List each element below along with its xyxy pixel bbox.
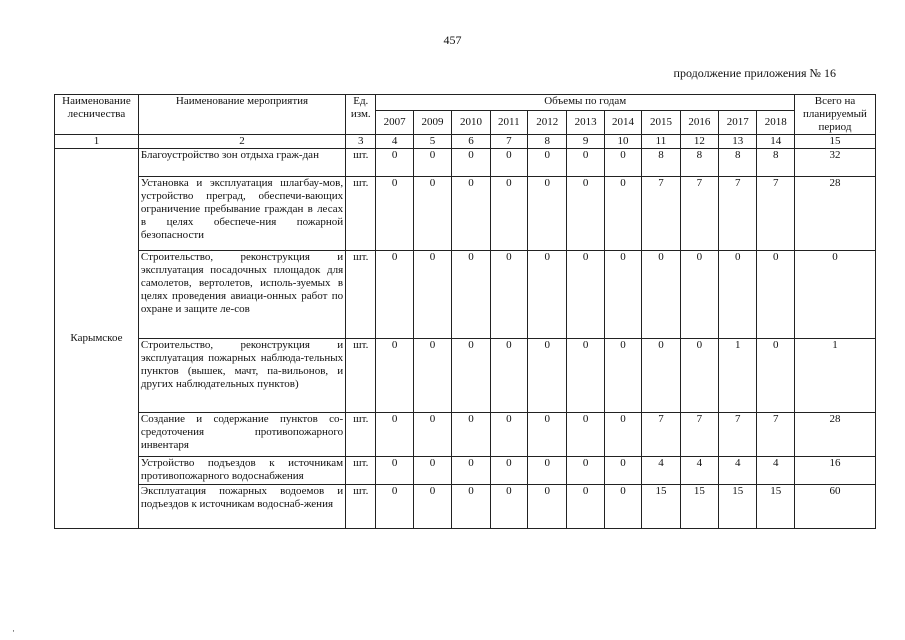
value-cell: 0 (452, 177, 490, 251)
value-cell: 0 (376, 457, 413, 485)
column-number: 6 (452, 135, 490, 149)
value-cell: 0 (604, 251, 641, 339)
value-cell: 0 (413, 149, 451, 177)
year-header-2016: 2016 (680, 110, 718, 134)
value-cell: 0 (376, 485, 413, 529)
value-cell: 0 (604, 339, 641, 413)
column-number: 5 (413, 135, 451, 149)
year-header-2013: 2013 (567, 110, 604, 134)
value-cell: 0 (604, 413, 641, 457)
corner-mark: · (12, 626, 15, 636)
total-cell: 28 (794, 177, 875, 251)
year-header-2015: 2015 (642, 110, 680, 134)
value-cell: 7 (642, 413, 680, 457)
value-cell: 0 (680, 339, 718, 413)
value-cell: 0 (528, 177, 567, 251)
value-cell: 0 (528, 149, 567, 177)
value-cell: 0 (376, 149, 413, 177)
value-cell: 0 (680, 251, 718, 339)
value-cell: 0 (452, 457, 490, 485)
column-number: 3 (346, 135, 376, 149)
table-row (55, 251, 876, 339)
year-header-2017: 2017 (719, 110, 757, 134)
unit-cell: шт. (346, 149, 376, 177)
total-cell: 16 (794, 457, 875, 485)
col-volumes-header: Объемы по годам (376, 95, 795, 111)
year-header-2011: 2011 (490, 110, 527, 134)
value-cell: 0 (490, 251, 527, 339)
volumes-table (54, 94, 876, 529)
col-unit-header: Ед. изм. (346, 95, 376, 135)
value-cell: 8 (757, 149, 795, 177)
value-cell: 0 (528, 485, 567, 529)
value-cell: 7 (642, 177, 680, 251)
page-number: 457 (443, 33, 462, 47)
value-cell: 0 (567, 457, 604, 485)
value-cell: 0 (452, 251, 490, 339)
column-number-row (55, 135, 876, 149)
value-cell: 15 (757, 485, 795, 529)
value-cell: 0 (452, 149, 490, 177)
col-event-header: Наименование мероприятия (138, 95, 345, 135)
value-cell: 0 (376, 177, 413, 251)
table-row (55, 413, 876, 457)
value-cell: 0 (567, 413, 604, 457)
event-name: Создание и содержание пунктов со-средоточения противопожарного инвентаря (138, 413, 345, 457)
value-cell: 0 (452, 485, 490, 529)
column-number: 10 (604, 135, 641, 149)
value-cell: 0 (757, 339, 795, 413)
column-number: 9 (567, 135, 604, 149)
value-cell: 0 (452, 413, 490, 457)
total-cell: 1 (794, 339, 875, 413)
year-header-2012: 2012 (528, 110, 567, 134)
value-cell: 8 (680, 149, 718, 177)
value-cell: 0 (604, 177, 641, 251)
unit-cell: шт. (346, 485, 376, 529)
year-header-2018: 2018 (757, 110, 795, 134)
table-row (55, 339, 876, 413)
unit-cell: шт. (346, 177, 376, 251)
total-cell: 0 (794, 251, 875, 339)
forestry-name: Карымское (55, 149, 139, 529)
value-cell: 8 (719, 149, 757, 177)
column-number: 12 (680, 135, 718, 149)
column-number: 2 (138, 135, 345, 149)
value-cell: 0 (642, 339, 680, 413)
value-cell: 0 (413, 485, 451, 529)
value-cell: 0 (757, 251, 795, 339)
value-cell: 0 (604, 149, 641, 177)
value-cell: 0 (413, 457, 451, 485)
value-cell: 0 (528, 251, 567, 339)
value-cell: 4 (642, 457, 680, 485)
value-cell: 0 (490, 413, 527, 457)
table-row (55, 177, 876, 251)
event-name: Строительство, реконструкция и эксплуатация посадочных площадок для самолетов, вертолетов, исполь-зуемых в целях проведения авиаци-онных работ по охране и защите ле-сов (138, 251, 345, 339)
table-row (55, 485, 876, 529)
value-cell: 0 (376, 251, 413, 339)
column-number: 1 (55, 135, 139, 149)
total-cell: 32 (794, 149, 875, 177)
value-cell: 0 (567, 251, 604, 339)
value-cell: 0 (490, 457, 527, 485)
unit-cell: шт. (346, 339, 376, 413)
value-cell: 0 (376, 413, 413, 457)
value-cell: 0 (452, 339, 490, 413)
value-cell: 0 (490, 339, 527, 413)
column-number: 8 (528, 135, 567, 149)
value-cell: 0 (528, 457, 567, 485)
value-cell: 0 (604, 457, 641, 485)
year-header-2007: 2007 (376, 110, 413, 134)
column-number: 14 (757, 135, 795, 149)
total-cell: 60 (794, 485, 875, 529)
value-cell: 0 (567, 177, 604, 251)
value-cell: 0 (413, 177, 451, 251)
value-cell: 8 (642, 149, 680, 177)
value-cell: 1 (719, 339, 757, 413)
value-cell: 0 (490, 485, 527, 529)
value-cell: 0 (567, 149, 604, 177)
header-row-1 (55, 95, 876, 111)
year-header-2014: 2014 (604, 110, 641, 134)
column-number: 13 (719, 135, 757, 149)
column-number: 7 (490, 135, 527, 149)
column-number: 11 (642, 135, 680, 149)
event-name: Благоустройство зон отдыха граж-дан (138, 149, 345, 177)
unit-cell: шт. (346, 457, 376, 485)
value-cell: 0 (528, 339, 567, 413)
table-row (55, 457, 876, 485)
value-cell: 0 (567, 485, 604, 529)
event-name: Устройство подъездов к источникам противопожарного водоснабжения (138, 457, 345, 485)
continuation-note: продолжение приложения № 16 (673, 66, 836, 80)
event-name: Строительство, реконструкция и эксплуатация пожарных наблюда-тельных пунктов (вышек, мачт, па-вильонов, и других наблюдательных пунктов) (138, 339, 345, 413)
value-cell: 0 (376, 339, 413, 413)
year-header-2009: 2009 (413, 110, 451, 134)
column-number: 4 (376, 135, 413, 149)
value-cell: 4 (719, 457, 757, 485)
year-header-2010: 2010 (452, 110, 490, 134)
col-forestry-header: Наименование лесничества (55, 95, 139, 135)
value-cell: 7 (757, 177, 795, 251)
value-cell: 15 (719, 485, 757, 529)
value-cell: 7 (680, 177, 718, 251)
value-cell: 15 (642, 485, 680, 529)
value-cell: 7 (757, 413, 795, 457)
value-cell: 0 (567, 339, 604, 413)
value-cell: 7 (719, 177, 757, 251)
column-number: 15 (794, 135, 875, 149)
value-cell: 0 (490, 177, 527, 251)
value-cell: 4 (757, 457, 795, 485)
table-row (55, 149, 876, 177)
value-cell: 0 (413, 413, 451, 457)
value-cell: 4 (680, 457, 718, 485)
value-cell: 0 (528, 413, 567, 457)
event-name: Эксплуатация пожарных водоемов и подъездов к источникам водоснаб-жения (138, 485, 345, 529)
unit-cell: шт. (346, 413, 376, 457)
value-cell: 15 (680, 485, 718, 529)
total-cell: 28 (794, 413, 875, 457)
col-total-header: Всего на планируемый период (794, 95, 875, 135)
value-cell: 0 (642, 251, 680, 339)
value-cell: 0 (719, 251, 757, 339)
value-cell: 7 (680, 413, 718, 457)
event-name: Установка и эксплуатация шлагбау-мов, устройство преград, обеспечи-вающих ограничение пребывание граждан в лесах в целях обеспече-ния пожарной безопасности (138, 177, 345, 251)
value-cell: 0 (604, 485, 641, 529)
unit-cell: шт. (346, 251, 376, 339)
value-cell: 0 (490, 149, 527, 177)
value-cell: 0 (413, 251, 451, 339)
value-cell: 0 (413, 339, 451, 413)
value-cell: 7 (719, 413, 757, 457)
